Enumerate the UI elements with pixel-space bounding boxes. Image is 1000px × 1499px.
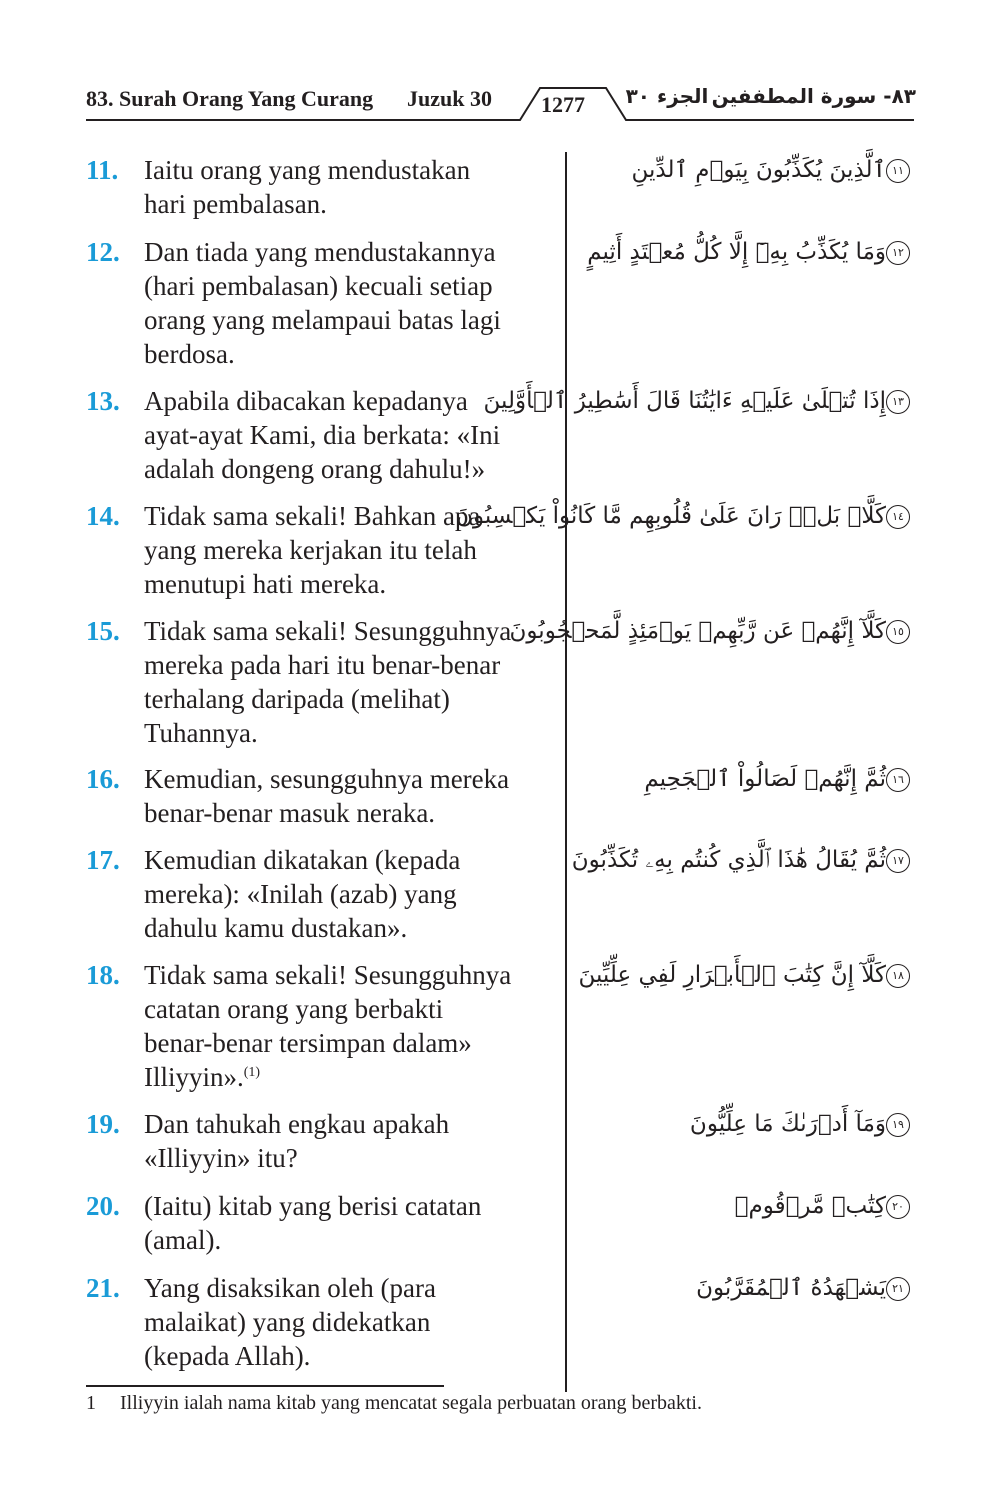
verse-arabic [571, 843, 914, 877]
arabic-text: إِذَا تُتۡلَىٰ عَلَيۡهِ ءَايَٰتُنَا قَالَ أَسَٰطِيرُ ٱلۡأَوَّلِينَ [483, 388, 886, 414]
verse-end-marker: ١١ [886, 159, 910, 183]
verse-number: 15. [86, 616, 120, 646]
verse-translation: Tidak sama sekali! Bahkan apa yang mereka kerjakan itu telah menutupi hati mereka. [144, 501, 481, 599]
verse-end-marker: ١٧ [886, 849, 910, 873]
verse-translation [144, 958, 556, 1094]
verse-end-marker: ١٤ [886, 505, 910, 529]
arabic-text: ثُمَّ يُقَالُ هَٰذَا ٱلَّذِي كُنتُم بِهِۦ تُكَذِّبُونَ [571, 847, 886, 873]
verse-end-marker: ١٣ [886, 390, 910, 414]
verse-arabic [578, 958, 914, 992]
juz-arabic: الجزء ٣٠ [625, 84, 709, 108]
verse-end-marker: ١٢ [886, 241, 910, 265]
verse-number: 11. [86, 155, 119, 185]
surah-title: 83. Surah Orang Yang Curang [86, 86, 374, 111]
arabic-text: كَلَّآ إِنَّ كِتَٰبَ ٱلۡأَبۡرَارِ لَفِي عِلِّيِّينَ [578, 962, 886, 988]
arabic-text: ثُمَّ إِنَّهُمۡ لَصَالُواْ ٱلۡجَحِيمِ [644, 766, 886, 792]
verse-number: 17. [86, 845, 120, 875]
verse-arabic [587, 235, 914, 269]
verse-arabic [456, 499, 914, 533]
verse-number: 12. [86, 237, 120, 267]
verse-number: 18. [86, 960, 120, 990]
page-number: 1277 [541, 92, 585, 117]
arabic-text: ٱلَّذِينَ يُكَذِّبُونَ بِيَوۡمِ ٱلدِّينِ [631, 157, 886, 183]
verse-end-marker: ٢٠ [886, 1195, 910, 1219]
verse-end-marker: ١٥ [886, 620, 910, 644]
verse-end-marker: ١٦ [886, 768, 910, 792]
verse-number: 14. [86, 501, 120, 531]
footnote-reference[interactable]: (1) [243, 1065, 261, 1080]
verse-number: 16. [86, 764, 120, 794]
verse-translation-text: Tidak sama sekali! Sesungguhnya catatan orang yang berbakti benar-benar tersimpan dalam» Illiyyin». [144, 960, 512, 1092]
arabic-text: وَمَا يُكَذِّبُ بِهِۦٓ إِلَّا كُلُّ مُعۡتَدٍ أَثِيمٍ [587, 239, 886, 265]
verse-translation: Dan tahukah engkau apakah «Illiyyin» itu? [144, 1109, 450, 1173]
verse-translation: Dan tiada yang mendustakannya (hari pembalasan) kecuali setiap orang yang melampaui batas lagi berdosa. [144, 237, 501, 369]
surah-title-arabic: ٨٣- سورة المطففين [711, 84, 916, 108]
verse-arabic [594, 1189, 914, 1223]
verse-translation: Iaitu orang yang mendustakan hari pembalasan. [144, 155, 471, 219]
verse-arabic [594, 762, 914, 796]
footnote-text: Illiyyin ialah nama kitab yang mencatat segala perbuatan orang berbakti. [120, 1392, 702, 1414]
verse-number: 21. [86, 1273, 120, 1303]
verse-translation: Yang disaksikan oleh (para malaikat) yang didekatkan (kepada Allah). [144, 1273, 436, 1371]
verse-end-marker: ١٩ [886, 1113, 910, 1137]
arabic-text: كِتَٰبٞ مَّرۡقُومٞ [734, 1193, 886, 1219]
verse-end-marker: ١٨ [886, 964, 910, 988]
verse-arabic [483, 384, 914, 418]
arabic-text: وَمَآ أَدۡرَىٰكَ مَا عِلِّيُّونَ [689, 1111, 886, 1137]
footnote [86, 1392, 702, 1415]
verse-translation: Tidak sama sekali! Sesungguhnya mereka pada hari itu benar-benar terhalang daripada (melihat) Tuhannya. [144, 616, 512, 748]
verse-translation: Apabila dibacakan kepadanya ayat-ayat Kami, dia berkata: «Ini adalah dongeng orang dahulu!» [144, 386, 501, 484]
verse-number: 19. [86, 1109, 120, 1139]
verse-end-marker: ٢١ [886, 1277, 910, 1301]
verse-translation: Kemudian, sesungguhnya mereka benar-benar masuk neraka. [144, 764, 510, 828]
verse-arabic [594, 153, 914, 187]
arabic-text: كَلَّاۖ بَلۡۜ رَانَ عَلَىٰ قُلُوبِهِم مَّا كَانُواْ يَكۡسِبُونَ [456, 503, 886, 529]
verse-number: 13. [86, 386, 120, 416]
verse-translation: (Iaitu) kitab yang berisi catatan (amal). [144, 1191, 482, 1255]
footnote-rule [86, 1385, 444, 1387]
footnote-mark: 1 [86, 1392, 96, 1414]
arabic-text: كَلَّآ إِنَّهُمۡ عَن رَّبِّهِمۡ يَوۡمَئِذٍ لَّمَحۡجُوبُونَ [509, 618, 886, 644]
verse-translation: Kemudian dikatakan (kepada mereka): «Inilah (azab) yang dahulu kamu dustakan». [144, 845, 461, 943]
verse-arabic [509, 614, 914, 648]
verse-arabic [594, 1107, 914, 1141]
verse-arabic [594, 1271, 914, 1305]
arabic-text: يَشۡهَدُهُ ٱلۡمُقَرَّبُونَ [696, 1275, 886, 1301]
verse-number: 20. [86, 1191, 120, 1221]
juzuk-label: Juzuk 30 [407, 86, 492, 111]
